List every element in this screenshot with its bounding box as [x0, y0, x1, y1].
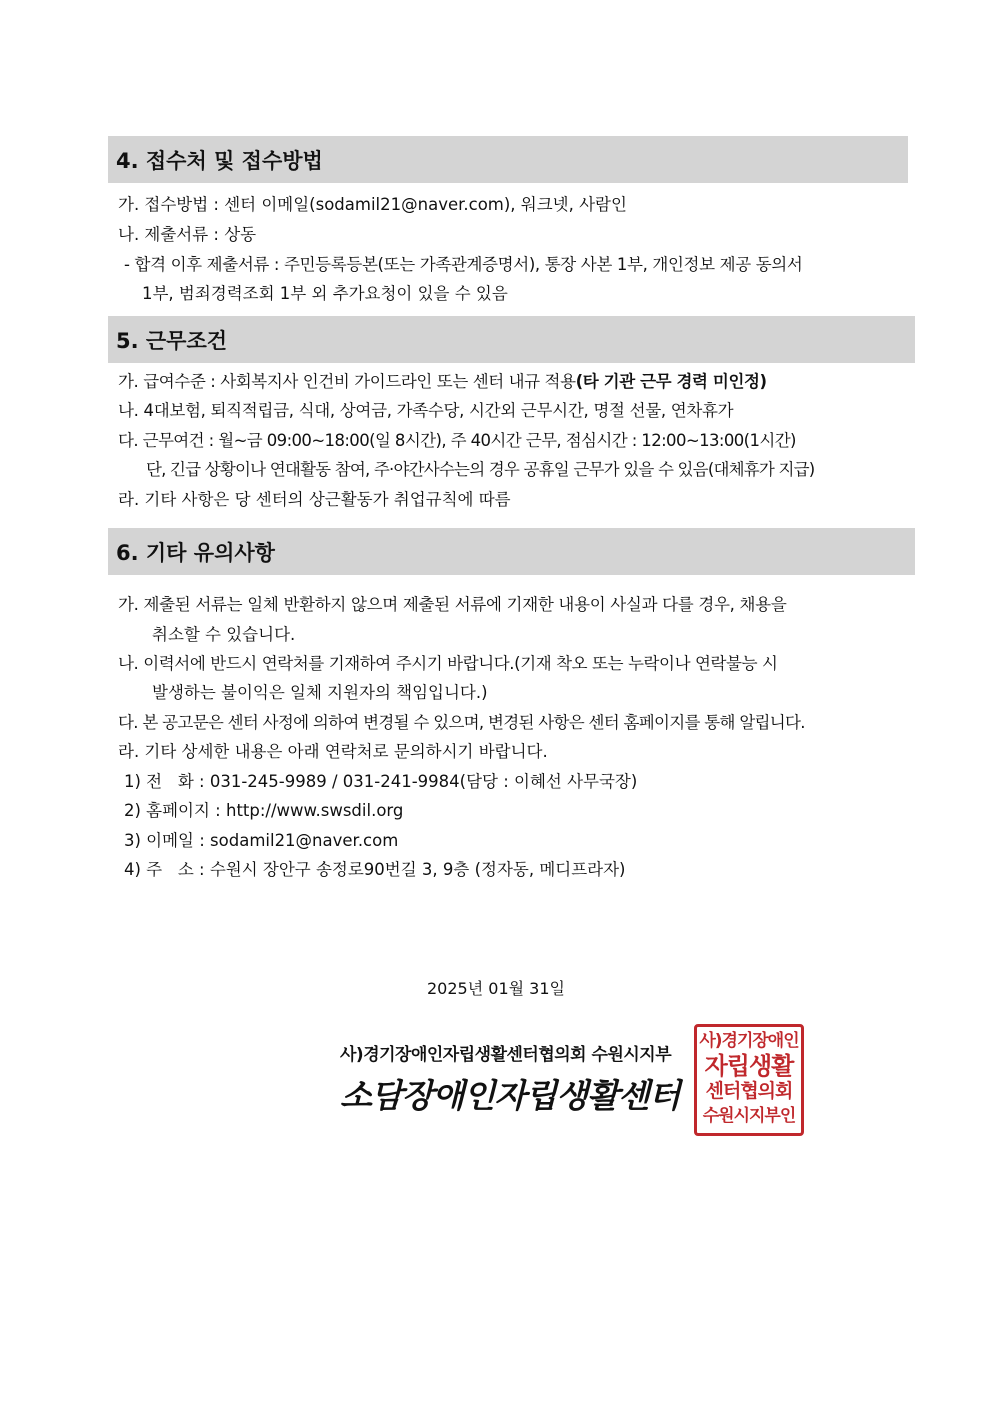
section-4-line-1: 가. 접수방법 : 센터 이메일(sodamil21@naver.com), 워크넷, 사람인 — [118, 195, 627, 214]
section-5-line-5: 라. 기타 사항은 당 센터의 상근활동가 취업규칙에 따름 — [118, 490, 511, 509]
seal-row-1: 사)경기장애인 — [699, 1031, 799, 1051]
section-6-heading — [108, 528, 915, 575]
seal-row-4: 수원시지부인 — [702, 1106, 796, 1126]
org-parent-name: 사)경기장애인자립생활센터협의회 수원시지부 — [340, 1045, 672, 1065]
section-4-line-3: - 합격 이후 제출서류 : 주민등록등본(또는 가족관계증명서), 통장 사본 1부, 개인정보 제공 동의서 — [124, 255, 803, 274]
section-4-line-4: 1부, 범죄경력조회 1부 외 추가요청이 있을 수 있음 — [142, 284, 508, 303]
org-logo-text: 소담장애인자립생활센터 — [340, 1076, 680, 1115]
contact-phone: 1) 전 화 : 031-245-9989 / 031-241-9984(담당 : 이혜선 사무국장) — [124, 772, 638, 791]
section-5-line-1 — [118, 371, 767, 393]
seal-row-3: 센터협의회 — [705, 1080, 793, 1102]
section-6-line-2: 취소할 수 있습니다. — [152, 625, 296, 644]
section-6-line-3: 나. 이력서에 반드시 연락처를 기재하여 주시기 바랍니다.(기재 착오 또는 누락이나 연락불능 시 — [118, 654, 778, 673]
section-6-title: 6. 기타 유의사항 — [116, 540, 275, 565]
official-seal-stamp — [694, 1024, 804, 1136]
section-6-line-6: 라. 기타 상세한 내용은 아래 연락처로 문의하시기 바랍니다. — [118, 742, 548, 761]
pay-level-text: 가. 급여수준 : 사회복지사 인건비 가이드라인 또는 센터 내규 적용 — [118, 372, 576, 391]
section-5-title: 5. 근무조건 — [116, 328, 228, 353]
section-5-heading — [108, 316, 915, 363]
section-5-line-2: 나. 4대보험, 퇴직적립금, 식대, 상여금, 가족수당, 시간외 근무시간, 명절 선물, 연차휴가 — [118, 401, 734, 420]
section-4-title: 4. 접수처 및 접수방법 — [116, 148, 323, 173]
seal-row-2: 자립생활 — [704, 1052, 794, 1080]
notice-date: 2025년 01월 31일 — [427, 979, 565, 998]
contact-address: 4) 주 소 : 수원시 장안구 송정로90번길 3, 9층 (정자동, 메디프라자) — [124, 860, 626, 879]
contact-email: 3) 이메일 : sodamil21@naver.com — [124, 831, 399, 850]
section-5-line-3: 다. 근무여건 : 월~금 09:00~18:00(일 8시간), 주 40시간 근무, 점심시간 : 12:00~13:00(1시간) — [118, 431, 796, 450]
section-4-heading — [108, 136, 908, 183]
contact-homepage: 2) 홈페이지 : http://www.swsdil.org — [124, 801, 404, 820]
section-6-line-5: 다. 본 공고문은 센터 사정에 의하여 변경될 수 있으며, 변경된 사항은 센터 홈페이지를 통해 알립니다. — [118, 713, 805, 732]
pay-level-note: (타 기관 근무 경력 미인정) — [575, 372, 767, 391]
section-4-line-2: 나. 제출서류 : 상동 — [118, 225, 257, 244]
section-5-line-4: 단, 긴급 상황이나 연대활동 참여, 주·야간사수는의 경우 공휴일 근무가 있을 수 있음(대체휴가 지급) — [146, 460, 815, 479]
section-6-line-4: 발생하는 불이익은 일체 지원자의 책임입니다.) — [152, 683, 488, 702]
section-6-line-1: 가. 제출된 서류는 일체 반환하지 않으며 제출된 서류에 기재한 내용이 사실과 다를 경우, 채용을 — [118, 595, 787, 614]
